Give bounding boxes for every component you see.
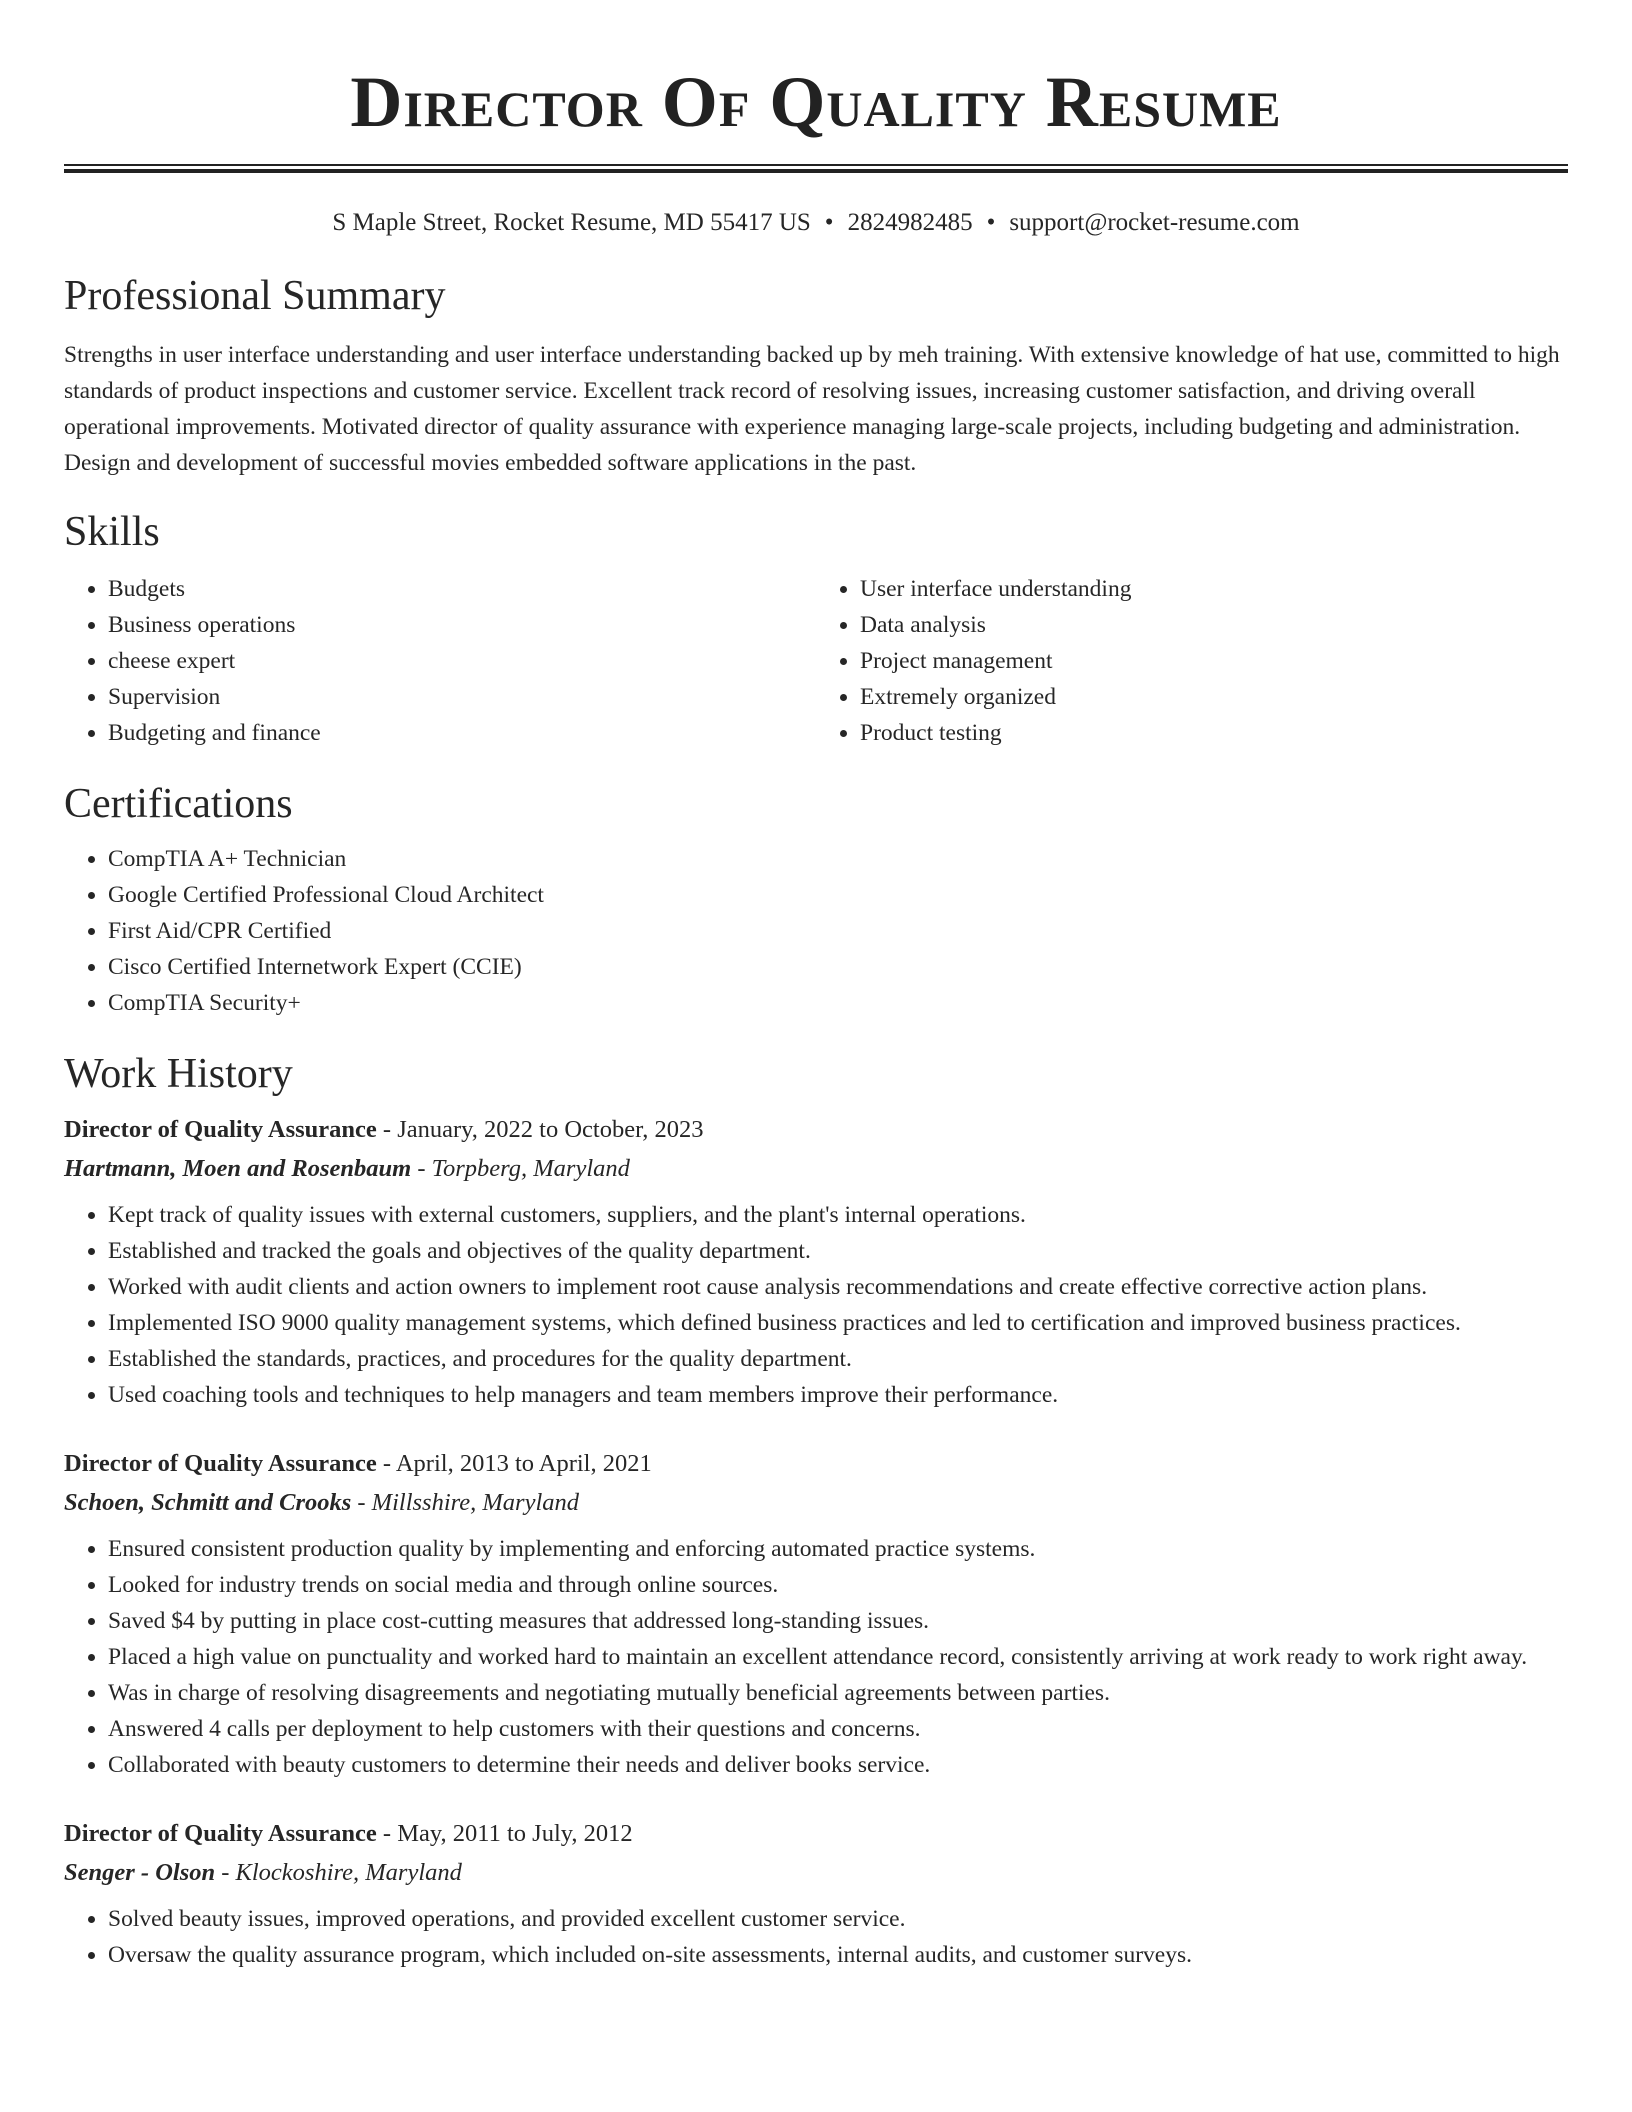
job-bullets bbox=[64, 1901, 1568, 1973]
job-entry bbox=[64, 1111, 1568, 1413]
certification-item: • First Aid/CPR Certified bbox=[108, 913, 1568, 949]
job-bullet: • Looked for industry trends on social media and through online sources. bbox=[108, 1567, 1568, 1603]
resume-title: Director Of Quality Resume bbox=[350, 62, 1282, 142]
title-divider bbox=[64, 164, 1568, 173]
job-entry bbox=[64, 1445, 1568, 1783]
skill-item: • Extremely organized bbox=[860, 679, 1568, 715]
contact-phone: 2824982485 bbox=[847, 209, 973, 236]
job-bullet: • Ensured consistent production quality by implementing and enforcing automated practice systems. bbox=[108, 1531, 1568, 1567]
skill-item: • User interface understanding bbox=[860, 571, 1568, 607]
job-company: Schoen, Schmitt and Crooks bbox=[64, 1489, 352, 1516]
summary-text: Strengths in user interface understanding and user interface understanding backed up by meh training. With extensive knowledge of hat use, committed to high standards of product inspections and customer service. Excellent track record of resolving issues, increasing customer satisfaction, and driving overall operational improvements. Motivated director of quality assurance with experience managing large-scale projects, including budgeting and administration. Design and development of successful movies embedded software applications in the past. bbox=[64, 342, 1560, 476]
job-bullet: • Kept track of quality issues with external customers, suppliers, and the plant's internal operations. bbox=[108, 1197, 1568, 1233]
skill-item: • cheese expert bbox=[108, 643, 816, 679]
certification-item: • Google Certified Professional Cloud Architect bbox=[108, 877, 1568, 913]
skills-column-right bbox=[816, 571, 1568, 751]
job-bullet: • Was in charge of resolving disagreements and negotiating mutually beneficial agreements between parties. bbox=[108, 1675, 1568, 1711]
job-location: - Millsshire, Maryland bbox=[351, 1489, 580, 1516]
contact-separator: • bbox=[986, 209, 996, 236]
job-role: Director of Quality Assurance bbox=[64, 1116, 377, 1143]
job-header bbox=[64, 1445, 1568, 1483]
certification-item: • CompTIA A+ Technician bbox=[108, 841, 1568, 877]
contact-email: support@rocket-resume.com bbox=[1009, 209, 1300, 236]
job-dates: - May, 2011 to July, 2012 bbox=[376, 1820, 633, 1847]
job-dates: - April, 2013 to April, 2021 bbox=[376, 1450, 652, 1477]
skills-list bbox=[64, 571, 1568, 751]
job-location: - Torpberg, Maryland bbox=[411, 1155, 630, 1182]
job-bullet: • Used coaching tools and techniques to help managers and team members improve their performance. bbox=[108, 1377, 1568, 1413]
job-bullet: • Saved $4 by putting in place cost-cutting measures that addressed long-standing issues. bbox=[108, 1603, 1568, 1639]
skills-column-left bbox=[64, 571, 816, 751]
job-header bbox=[64, 1111, 1568, 1149]
skill-item: • Budgeting and finance bbox=[108, 715, 816, 751]
job-bullet: • Worked with audit clients and action owners to implement root cause analysis recommendations and create effective corrective action plans. bbox=[108, 1269, 1568, 1305]
job-company-line bbox=[64, 1853, 1568, 1893]
skill-item: • Product testing bbox=[860, 715, 1568, 751]
job-dates: - January, 2022 to October, 2023 bbox=[376, 1116, 704, 1143]
skill-item: • Supervision bbox=[108, 679, 816, 715]
job-bullet: • Implemented ISO 9000 quality management systems, which defined business practices and led to certification and improved business practices. bbox=[108, 1305, 1568, 1341]
job-role: Director of Quality Assurance bbox=[64, 1450, 377, 1477]
certifications-list bbox=[64, 841, 1568, 1021]
job-entry bbox=[64, 1815, 1568, 1973]
job-bullet: • Solved beauty issues, improved operations, and provided excellent customer service. bbox=[108, 1901, 1568, 1937]
job-location: - Klockoshire, Maryland bbox=[215, 1859, 462, 1886]
job-bullet: • Oversaw the quality assurance program, which included on-site assessments, internal audits, and customer surveys. bbox=[108, 1937, 1568, 1973]
contact-line bbox=[64, 207, 1568, 239]
job-bullet: • Established the standards, practices, and procedures for the quality department. bbox=[108, 1341, 1568, 1377]
job-role: Director of Quality Assurance bbox=[64, 1820, 377, 1847]
job-bullet: • Answered 4 calls per deployment to help customers with their questions and concerns. bbox=[108, 1711, 1568, 1747]
summary-heading: Professional Summary bbox=[64, 273, 446, 319]
job-bullet: • Collaborated with beauty customers to determine their needs and deliver books service. bbox=[108, 1747, 1568, 1783]
certification-item: • Cisco Certified Internetwork Expert (CCIE) bbox=[108, 949, 1568, 985]
skill-item: • Budgets bbox=[108, 571, 816, 607]
skill-item: • Business operations bbox=[108, 607, 816, 643]
job-bullet: • Placed a high value on punctuality and worked hard to maintain an excellent attendance record, consistently arriving at work ready to work right away. bbox=[108, 1639, 1568, 1675]
job-bullets bbox=[64, 1531, 1568, 1783]
work-history-heading: Work History bbox=[64, 1051, 293, 1097]
job-company: Hartmann, Moen and Rosenbaum bbox=[64, 1155, 412, 1182]
skills-heading: Skills bbox=[64, 509, 160, 555]
resume-page bbox=[64, 0, 1568, 1973]
skill-item: • Project management bbox=[860, 643, 1568, 679]
job-company-line bbox=[64, 1149, 1568, 1189]
certifications-heading: Certifications bbox=[64, 781, 293, 827]
contact-address: S Maple Street, Rocket Resume, MD 55417 US bbox=[332, 209, 811, 236]
contact-separator: • bbox=[824, 209, 834, 236]
certification-item: • CompTIA Security+ bbox=[108, 985, 1568, 1021]
job-company: Senger - Olson bbox=[64, 1859, 216, 1886]
skill-item: • Data analysis bbox=[860, 607, 1568, 643]
job-company-line bbox=[64, 1483, 1568, 1523]
job-header bbox=[64, 1815, 1568, 1853]
job-bullet: • Established and tracked the goals and objectives of the quality department. bbox=[108, 1233, 1568, 1269]
job-bullets bbox=[64, 1197, 1568, 1413]
